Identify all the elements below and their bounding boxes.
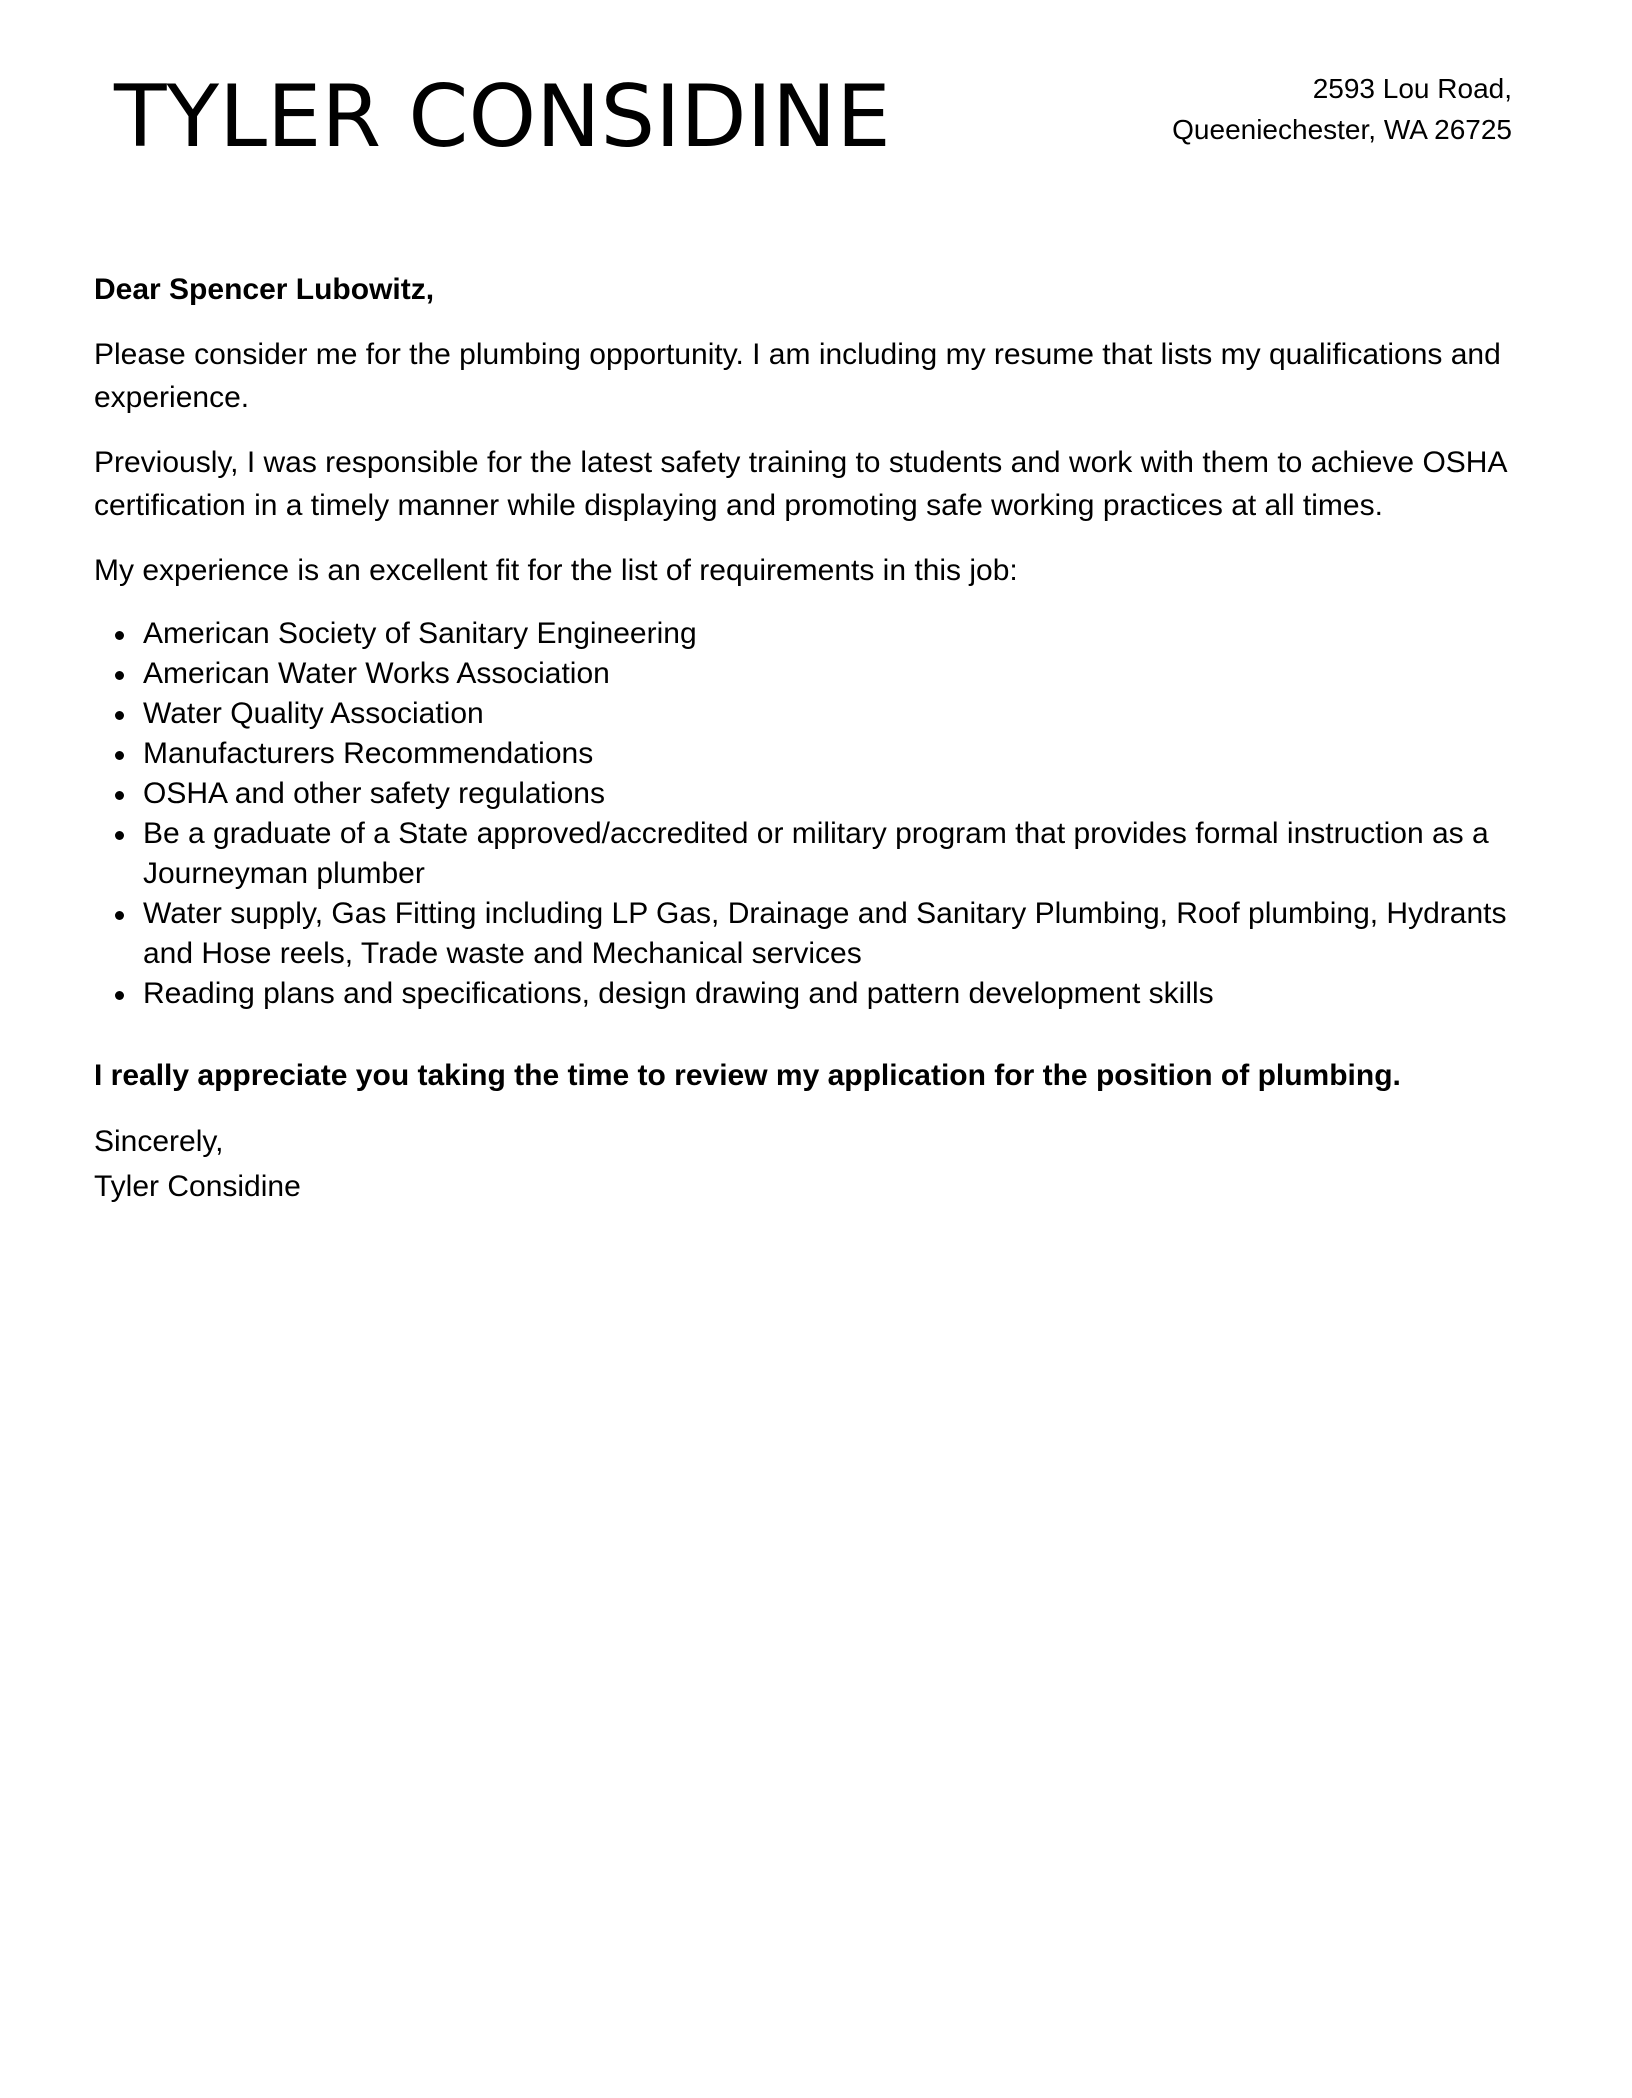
list-item: American Water Works Association (143, 654, 1540, 694)
list-item: Reading plans and specifications, design drawing and pattern development skills (143, 974, 1540, 1014)
closing-statement: I really appreciate you taking the time to review my application for the position of plumbing. (94, 1059, 1401, 1092)
greeting: Dear Spencer Lubowitz, (94, 273, 435, 306)
experience-paragraph: Previously, I was responsible for the latest safety training to students and work with them to achieve OSHA certification in a timely manner while displaying and promoting safe working practices at all times. (94, 446, 1506, 522)
list-item: American Society of Sanitary Engineering (143, 614, 1540, 654)
intro-paragraph: Please consider me for the plumbing opportunity. I am including my resume that lists my qualifications and experience. (94, 338, 1501, 414)
address-line-2: Queeniechester, WA 26725 (1172, 114, 1512, 145)
requirements-list (94, 614, 1540, 1014)
list-item: Manufacturers Recommendations (143, 734, 1540, 774)
applicant-address (1172, 68, 1512, 150)
signature-name: Tyler Considine (94, 1170, 301, 1203)
signoff-block (94, 1119, 1540, 1209)
list-item: Water supply, Gas Fitting including LP Gas, Drainage and Sanitary Plumbing, Roof plumbing, Hydrants and Hose reels, Trade waste and Mechanical services (143, 894, 1540, 974)
address-line-1: 2593 Lou Road, (1312, 73, 1512, 104)
letter-body (94, 268, 1540, 1209)
letter-header (0, 0, 1632, 200)
list-item: OSHA and other safety regulations (143, 774, 1540, 814)
list-item: Be a graduate of a State approved/accredited or military program that provides formal instruction as a Journeyman plumber (143, 814, 1540, 894)
applicant-name: TYLER CONSIDINE (114, 67, 891, 167)
requirements-intro: My experience is an excellent fit for the list of requirements in this job: (94, 554, 1018, 587)
list-item: Water Quality Association (143, 694, 1540, 734)
signoff-text: Sincerely, (94, 1125, 224, 1158)
